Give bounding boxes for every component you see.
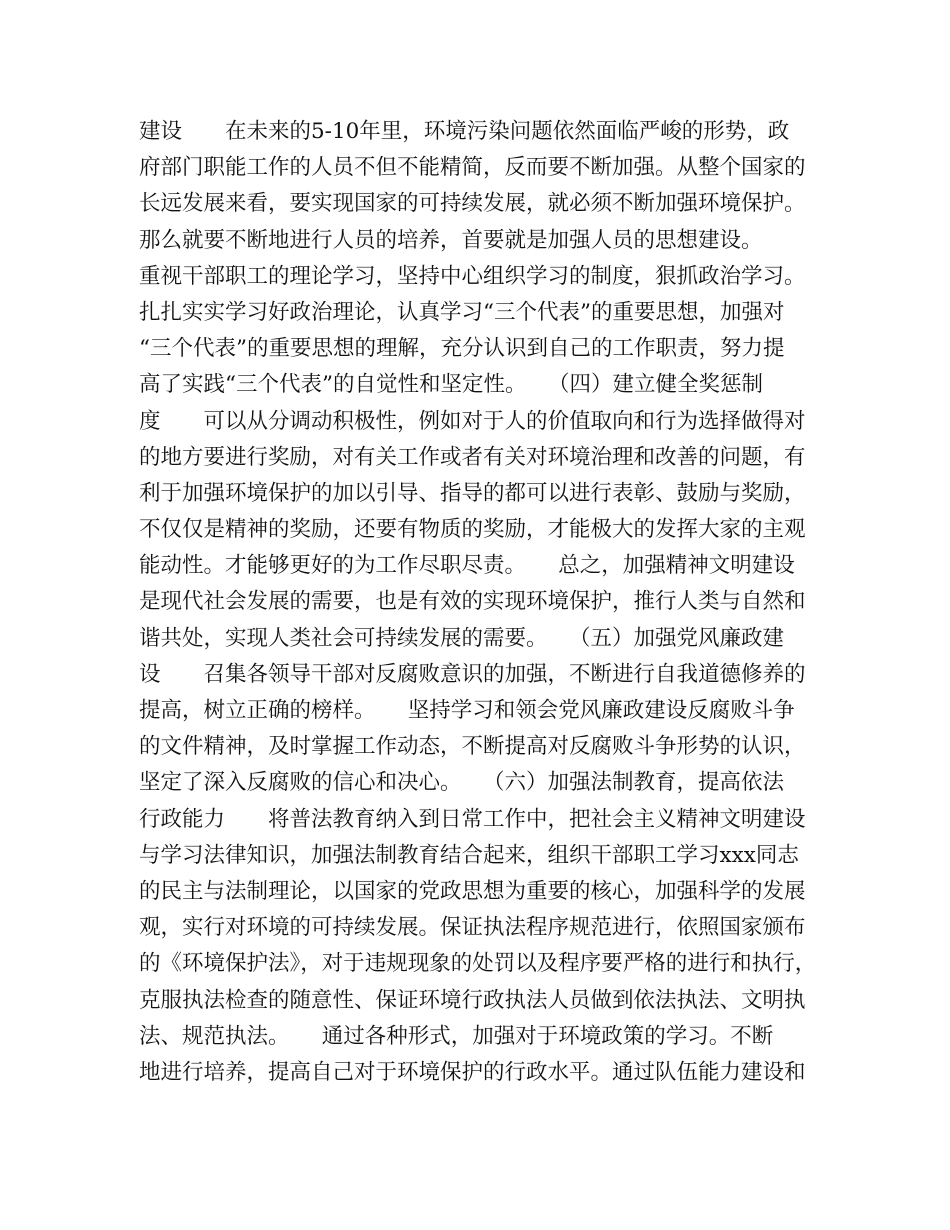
text-line: 法、规范执法。 通过各种形式，加强对于环境政策的学习。不断 xyxy=(139,1023,774,1049)
text-line: 地进行培养，提高自己对于环境保护的行政水平。通过队伍能力建设和 xyxy=(139,1059,806,1085)
text-line: 府部门职能工作的人员不但不能精简，反而要不断加强。从整个国家的 xyxy=(139,155,806,181)
text-line: 度 可以从分调动积极性，例如对于人的价值取向和行为选择做得对 xyxy=(139,408,806,434)
text-line: 能动性。才能够更好的为工作尽职尽责。 总之，加强精神文明建设 xyxy=(139,553,795,579)
text-line: 提高，树立正确的榜样。 坚持学习和领会党风廉政建设反腐败斗争 xyxy=(139,698,795,723)
text-line: 行政能力 将普法教育纳入到日常工作中，把社会主义精神文明建设 xyxy=(139,806,806,832)
text-line: 的文件精神，及时掌握工作动态，不断提高对反腐败斗争形势的认识， xyxy=(139,734,806,760)
text-line: 的《环境保护法》，对于违规现象的处罚以及程序要严格的进行和执行， xyxy=(139,951,817,977)
text-line: 高了实践“三个代表”的自觉性和坚定性。 （四）建立健全奖惩制 xyxy=(139,372,763,398)
text-line: 观，实行对环境的可持续发展。保证执法程序规范进行，依照国家颁布 xyxy=(139,915,806,941)
text-line: 坚定了深入反腐败的信心和决心。 （六）加强法制教育，提高依法 xyxy=(139,770,785,796)
text-line: 不仅仅是精神的奖励，还要有物质的奖励，才能极大的发挥大家的主观 xyxy=(139,517,806,543)
text-line: 重视干部职工的理论学习，坚持中心组织学习的制度，狠抓政治学习。 xyxy=(139,263,806,289)
text-line: 的民主与法制理论，以国家的党政思想为重要的核心，加强科学的发展 xyxy=(139,878,806,904)
text-line: 与学习法律知识，加强法制教育结合起来，组织干部职工学习xxx同志 xyxy=(139,842,799,868)
text-line: 那么就要不断地进行人员的培养，首要就是加强人员的思想建设。 xyxy=(139,227,763,253)
text-line: 谐共处，实现人类社会可持续发展的需要。 （五）加强党风廉政建 xyxy=(139,625,785,651)
text-line: 是现代社会发展的需要，也是有效的实现环境保护，推行人类与自然和 xyxy=(139,589,806,615)
text-line: 利于加强环境保护的加以引导、指导的都可以进行表彰、鼓励与奖励， xyxy=(139,480,806,506)
text-line: “三个代表”的重要思想的理解，充分认识到自己的工作职责，努力提 xyxy=(139,336,785,362)
text-line: 克服执法检查的随意性、保证环境行政执法人员做到依法执法、文明执 xyxy=(139,987,806,1013)
body-text xyxy=(139,114,829,1091)
text-line: 建设 在未来的5-10年里，环境污染问题依然面临严峻的形势，政 xyxy=(139,119,790,144)
text-line: 设 召集各领导干部对反腐败意识的加强，不断进行自我道德修养的 xyxy=(139,661,806,687)
text-line: 扎扎实实学习好政治理论，认真学习“三个代表”的重要思想，加强对 xyxy=(139,299,785,325)
text-line: 的地方要进行奖励，对有关工作或者有关对环境治理和改善的问题，有 xyxy=(139,444,806,470)
text-line: 长远发展来看，要实现国家的可持续发展，就必须不断加强环境保护。 xyxy=(139,191,806,217)
